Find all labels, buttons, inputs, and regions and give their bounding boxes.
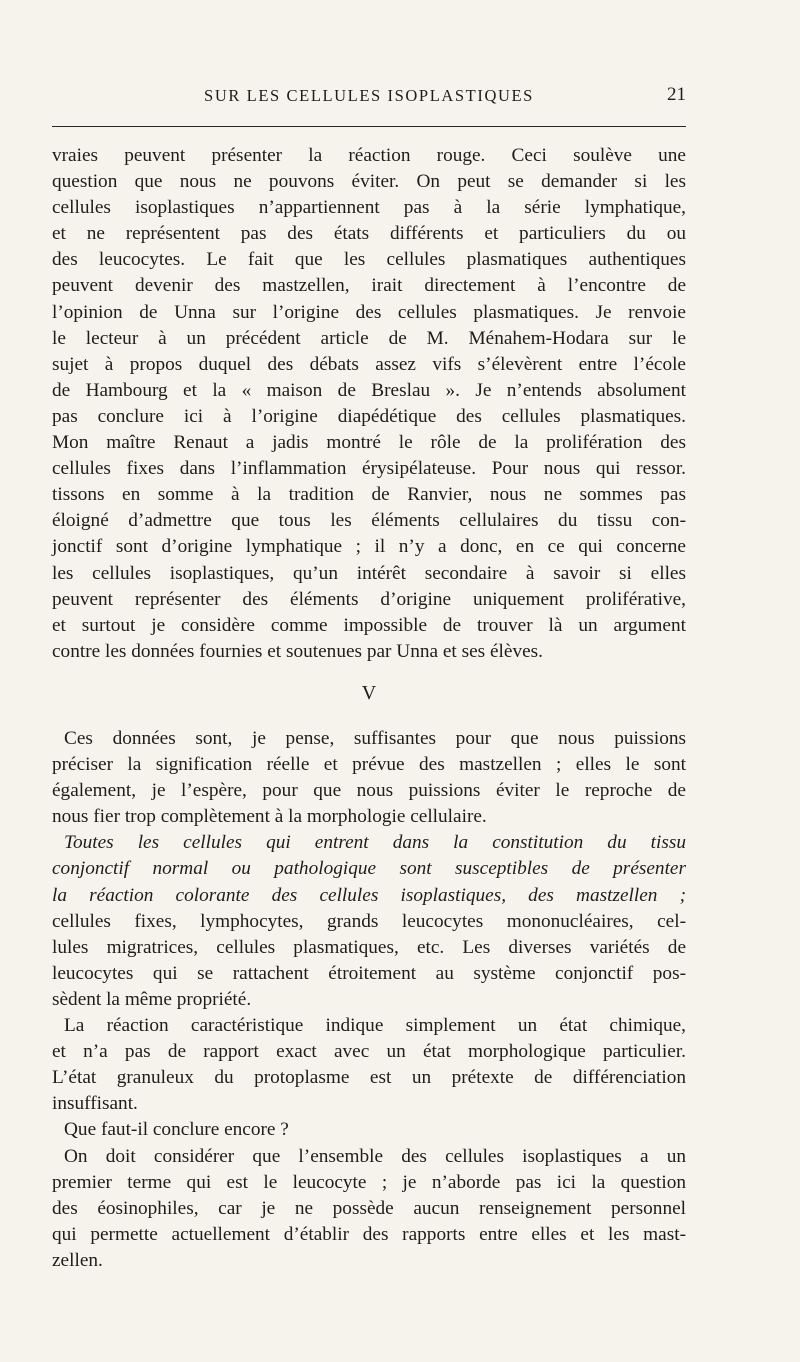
text-line: Que faut-il conclure encore ? — [64, 1119, 289, 1141]
text-line: jonctif sont d’origine lymphatique ; il n’y a donc, en ce qui concerne — [52, 536, 686, 558]
text-line: cellules fixes dans l’inflammation érysipélateuse. Pour nous qui ressor. — [52, 458, 686, 480]
text-line: insuffisant. — [52, 1093, 138, 1115]
text-line: et ne représentent pas des états différents et particuliers du ou — [52, 223, 686, 245]
section-body — [52, 726, 686, 1274]
text-line: préciser la signification réelle et prévue des mastzellen ; elles le sont — [52, 754, 686, 776]
text-line: Ces données sont, je pense, suffisantes pour que nous puissions — [64, 728, 686, 749]
text-line: leucocytes qui se rattachent étroitement au système conjonctif pos- — [52, 962, 686, 984]
text-line: tissons en somme à la tradition de Ranvier, nous ne sommes pas — [52, 484, 686, 506]
text-line: vraies peuvent présenter la réaction rouge. Ceci soulève une — [52, 145, 686, 166]
page-number: 21 — [667, 84, 686, 105]
text-line: et surtout je considère comme impossible de trouver là un argument — [52, 614, 686, 636]
text-line: nous fier trop complètement à la morphologie cellulaire. — [52, 806, 487, 828]
paragraph-1 — [52, 143, 686, 665]
section-heading: V — [361, 682, 377, 704]
text-line: L’état granuleux du protoplasme est un prétexte de différenciation — [52, 1067, 686, 1089]
text-line: et n’a pas de rapport exact avec un état morphologique particulier. — [52, 1041, 686, 1063]
text-line: également, je l’espère, pour que nous puissions éviter le reproche de — [52, 780, 686, 802]
text-line: des leucocytes. Le fait que les cellules plasmatiques authentiques — [52, 249, 686, 271]
text-line: peuvent devenir des mastzellen, irait directement à l’encontre de — [52, 275, 686, 297]
text-line: contre les données fournies et soutenues par Unna et ses élèves. — [52, 640, 543, 662]
text-line: le lecteur à un précédent article de M. Ménahem-Hodara sur le — [52, 327, 686, 349]
text-line: pas conclure ici à l’origine diapédétique des cellules plasmatiques. — [52, 405, 686, 427]
text-line: La réaction caractéristique indique simplement un état chimique, — [64, 1015, 686, 1037]
text-line: premier terme qui est le leucocyte ; je n’aborde pas ici la question — [52, 1171, 686, 1193]
text-line: qui permette actuellement d’établir des rapports entre elles et les mast- — [52, 1223, 686, 1245]
header-rule — [52, 126, 686, 127]
text-line: question que nous ne pouvons éviter. On peut se demander si les — [52, 171, 686, 193]
text-line: peuvent représenter des éléments d’origine uniquement proliférative, — [52, 588, 686, 610]
running-title: SUR LES CELLULES ISOPLASTIQUES — [204, 86, 534, 105]
italic-text-line: Toutes les cellules qui entrent dans la constitution du tissu — [64, 832, 686, 854]
text-line: éloigné d’admettre que tous les éléments cellulaires du tissu con- — [52, 510, 686, 532]
text-line: de Hambourg et la « maison de Breslau ». Je n’entends absolument — [52, 379, 686, 401]
text-line: cellules isoplastiques n’appartiennent pas à la série lymphatique, — [52, 197, 686, 219]
text-line: On doit considérer que l’ensemble des cellules isoplastiques a un — [64, 1145, 686, 1167]
italic-text-line: conjonctif normal ou pathologique sont susceptibles de présenter — [52, 858, 686, 880]
text-line: Mon maître Renaut a jadis montré le rôle de la prolifération des — [52, 432, 686, 454]
text-line: les cellules isoplastiques, qu’un intérêt secondaire à savoir si elles — [52, 562, 686, 584]
text-line: l’opinion de Unna sur l’origine des cellules plasmatiques. Je renvoie — [52, 301, 686, 323]
text-line: zellen. — [52, 1249, 103, 1271]
italic-text-line: la réaction colorante des cellules isoplastiques, des mastzellen ; — [52, 884, 686, 906]
text-line: des éosinophiles, car je ne possède aucun renseignement personnel — [52, 1197, 686, 1219]
text-line: lules migratrices, cellules plasmatiques, etc. Les diverses variétés de — [52, 936, 686, 958]
text-line: sèdent la même propriété. — [52, 988, 252, 1010]
page-header — [52, 86, 686, 114]
text-line: sujet à propos duquel des débats assez vifs s’élevèrent entre l’école — [52, 353, 686, 375]
text-line: cellules fixes, lymphocytes, grands leucocytes mononucléaires, cel- — [52, 910, 686, 932]
